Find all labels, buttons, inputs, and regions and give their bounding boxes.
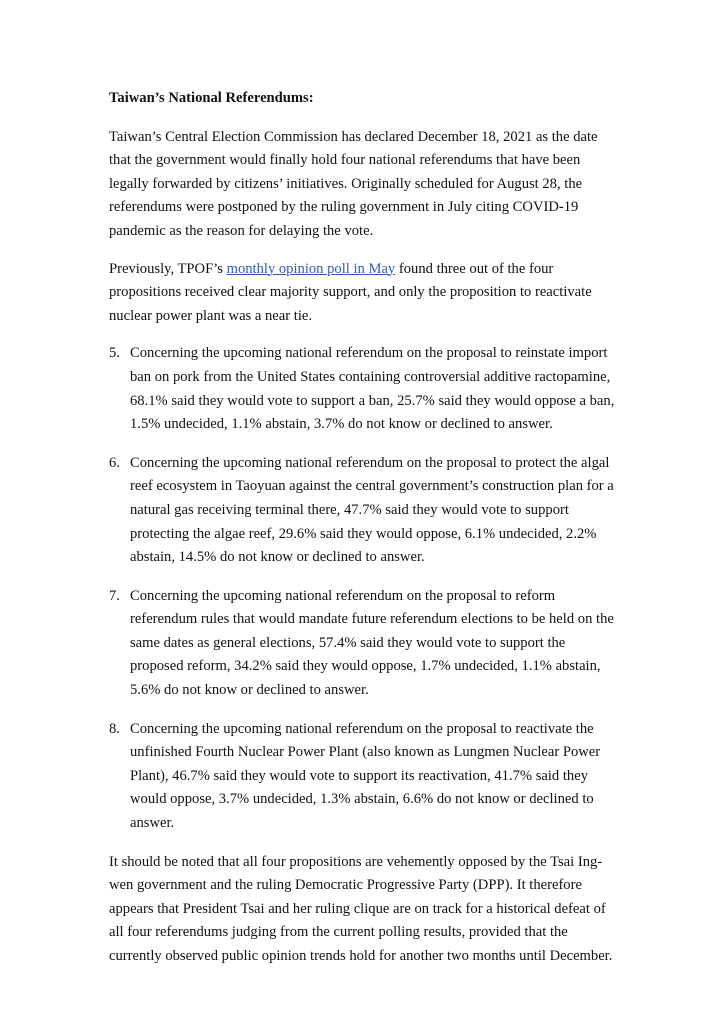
list-item-number: 6.: [109, 454, 120, 471]
conclusion-paragraph: It should be noted that all four propositions are vehemently opposed by the Tsai Ing-wen government and the ruling Democratic Progressive Party (DPP). It therefore appears that President Tsai and her ruling clique are on track for a historical defeat of all four referendums judging from the current polling results, provided that the currently observed public opinion trends hold for another two months until December.: [109, 853, 613, 964]
list-item-text: Concerning the upcoming national referendum on the proposal to protect the algal reef ecosystem in Taoyuan against the central government’s construction plan for a natural gas receiving terminal there, 47.7% said they would vote to support protecting the algae reef, 29.6% said they would oppose, 6.1% undecided, 2.2% abstain, 14.5% do not know or declined to answer.: [130, 454, 614, 566]
monthly-poll-link[interactable]: monthly opinion poll in May: [226, 260, 396, 277]
list-item-number: 7.: [109, 587, 120, 604]
previous-text-after: found three out of the four propositions received clear majority support, and only the proposition to reactivate nuclear power plant was a near tie.: [109, 260, 592, 324]
list-item-text: Concerning the upcoming national referendum on the proposal to reform referendum rules that would mandate future referendum elections to be held on the same dates as general elections, 57.4% said they would vote to support the proposed reform, 34.2% said they would oppose, 1.7% undecided, 1.1% abstain, 5.6% do not know or declined to answer.: [130, 587, 614, 699]
list-item-number: 8.: [109, 720, 120, 737]
intro-paragraph: Taiwan’s Central Election Commission has declared December 18, 2021 as the date that the government would finally hold four national referendums that have been legally forwarded by citizens’ initiatives. Originally scheduled for August 28, the referendums were postponed by the ruling government in July citing COVID-19 pandemic as the reason for delaying the vote.: [109, 128, 598, 239]
section-heading: Taiwan’s National Referendums:: [109, 90, 314, 106]
list-item: [109, 718, 617, 836]
previous-poll-paragraph: [109, 258, 617, 329]
list-item-number: 5.: [109, 345, 120, 362]
list-item-text: Concerning the upcoming national referendum on the proposal to reinstate import ban on pork from the United States containing controversial additive ractopamine, 68.1% said they would vote to support a ban, 25.7% said they would oppose a ban, 1.5% undecided, 1.1% abstain, 3.7% do not know or declined to answer.: [130, 345, 615, 433]
previous-text-before: Previously, TPOF’s: [109, 260, 227, 277]
list-item: [109, 452, 617, 570]
list-item-text: Concerning the upcoming national referendum on the proposal to reactivate the unfinished Fourth Nuclear Power Plant (also known as Lungmen Nuclear Power Plant), 46.7% said they would vote to support its reactivation, 41.7% said they would oppose, 3.7% undecided, 1.3% abstain, 6.6% do not know or declined to answer.: [130, 720, 601, 832]
list-item: [109, 342, 617, 436]
list-item: [109, 585, 617, 703]
referendum-list: [109, 342, 617, 835]
document-page: [109, 87, 617, 983]
